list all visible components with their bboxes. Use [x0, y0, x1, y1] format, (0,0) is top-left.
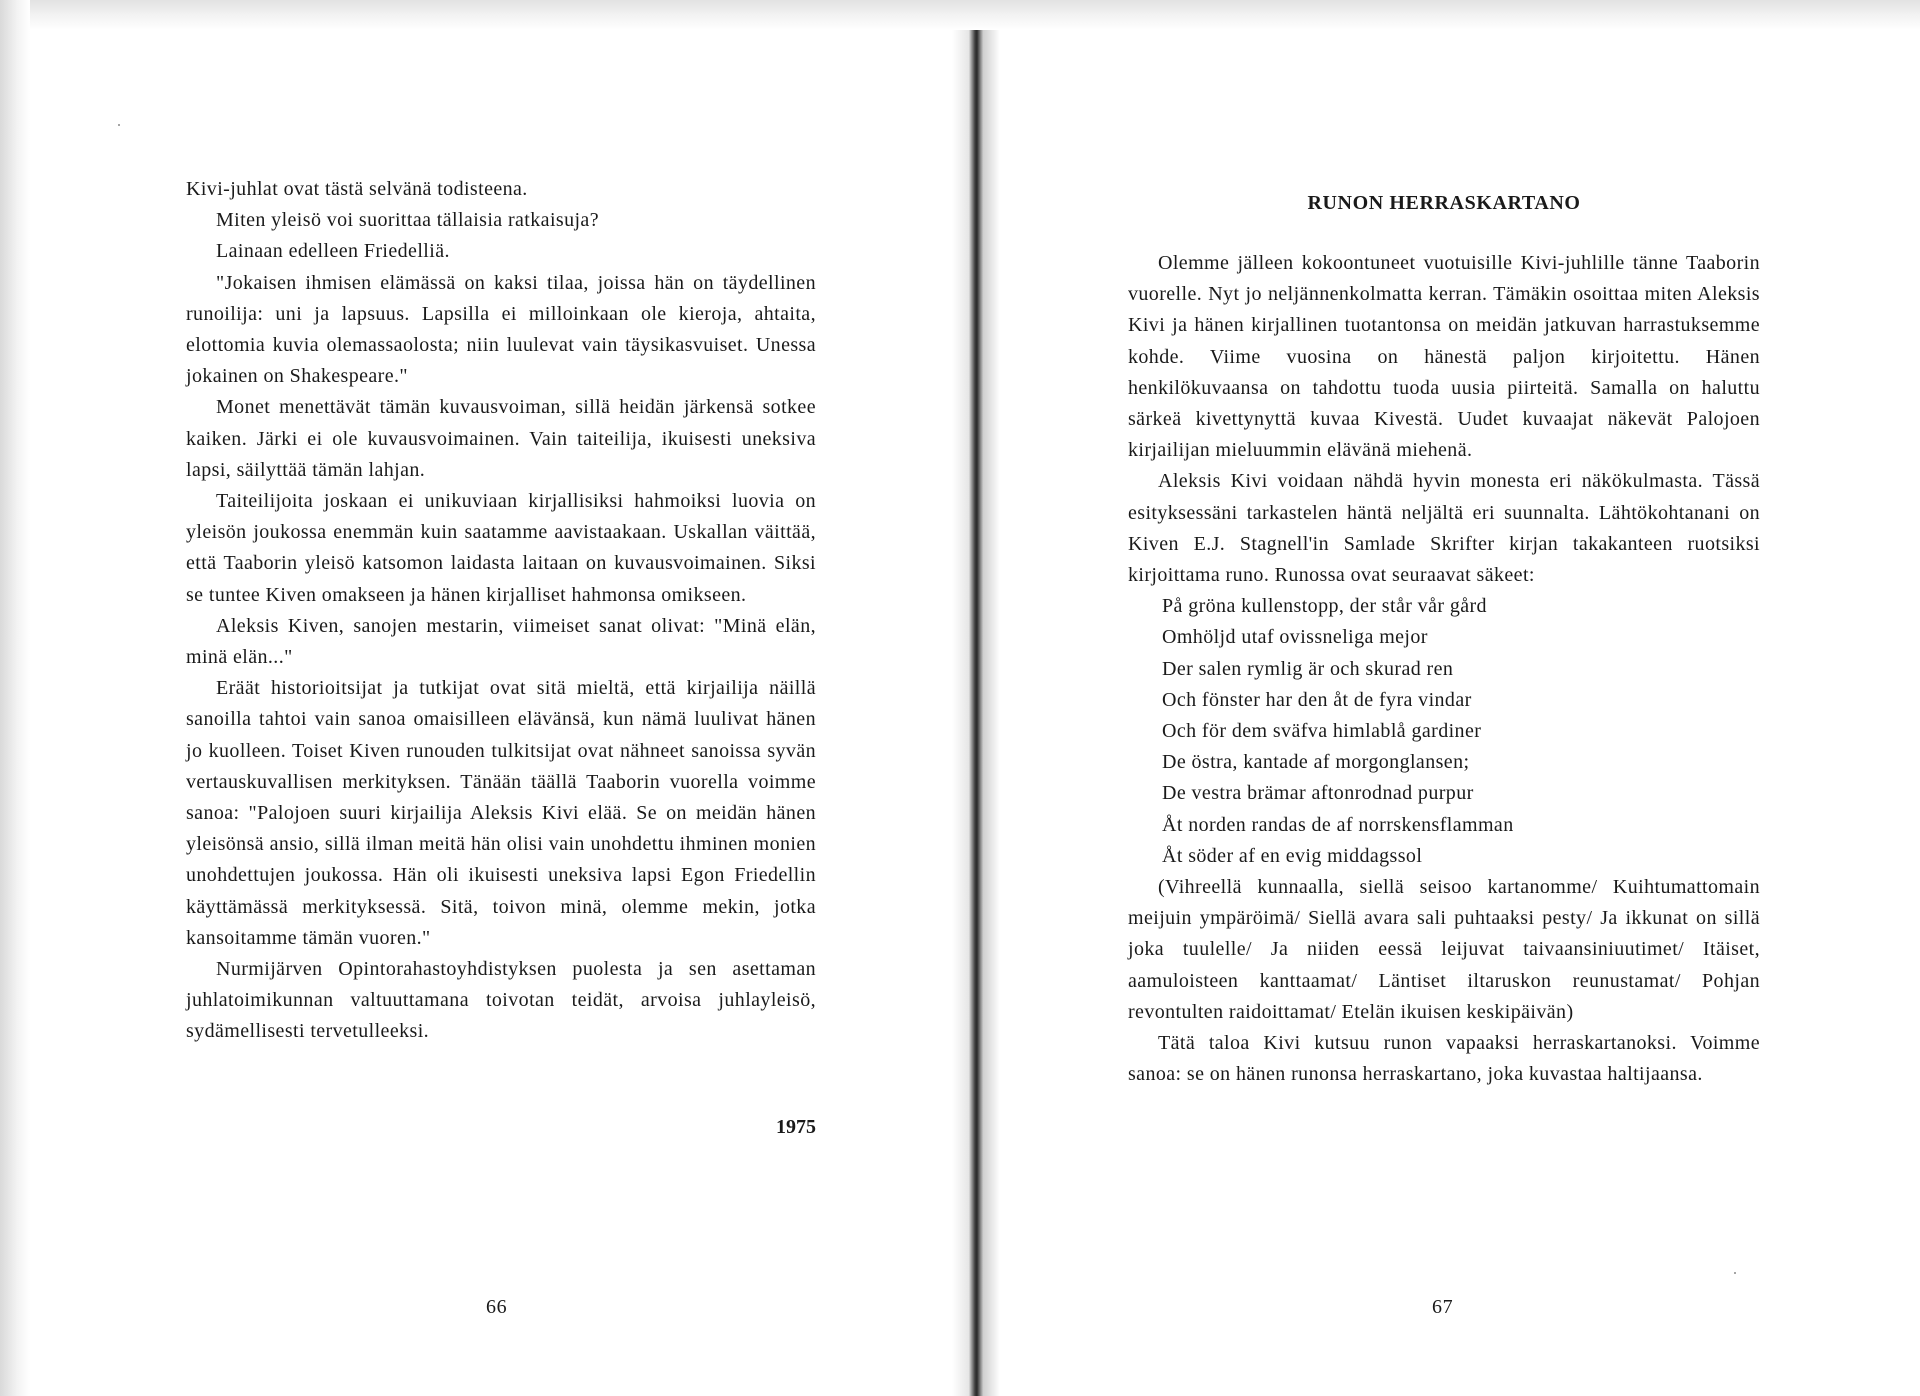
paragraph: Aleksis Kivi voidaan nähdä hyvin monesta eri näkökulmasta. Tässä esityksessäni tarkastelen häntä neljältä eri suunnalta. Lähtökohtanani on Kiven E.J. Stagnell'in Samlade Skrifter kirjan takakanteen ruotsiksi kirjoittama runo. Runossa ovat seuraavat säkeet:: [1128, 470, 1760, 587]
paragraph: Olemme jälleen kokoontuneet vuotuisille Kivi-juhlille tänne Taaborin vuorelle. Nyt jo neljännenkolmatta kerran. Tämäkin osoittaa miten Aleksis Kivi ja hänen kirjallinen tuotantonsa on meidän jatkuvan harrastuksemme kohde. Viime vuosina on hänestä paljon kirjoitettu. Hänen henkilökuvaansa on tahdottu tuoda uusia piirteitä. Samalla on haluttu särkeä kivettynyttä kuvaa Kivestä. Uudet kuvaajat näkevät Palojoen kirjailijan mieluummin elävänä miehenä.: [1128, 252, 1760, 462]
page-number: 66: [486, 1296, 508, 1318]
paragraph: Aleksis Kiven, sanojen mestarin, viimeiset sanat olivat: "Minä elän, minä elän...": [186, 614, 816, 669]
paragraph: Eräät historioitsijat ja tutkijat ovat sitä mieltä, että kirjailija näillä sanoilla tahtoi vain sanoa omaisilleen elävänsä, kun nämä luulivat hänen jo kuolleen. Toiset Kiven runouden tulkitsijat ovat nähneet sanoissa syvän vertauskuvallisen merkityksen. Tänään täällä Taaborin vuorella voimme sanoa: "Palojoen suuri kirjailija Aleksis Kivi elää. Se on meidän hänen yleisönsä ansio, sillä ilman meitä hän olisi vain unohdettu ihminen monien unohdettujen joukossa. Hän oli ikuisesti uneksiva lapsi Egon Friedellin käyttämässä merkityksessä. Sitä, toivon minä, olemme mekin, jotka kansoitamme tämän vuoren.": [186, 677, 816, 949]
paragraph: Monet menettävät tämän kuvausvoiman, sillä heidän järkensä sotkee kaiken. Järki ei ole kuvausvoimainen. Vain taiteilija, ikuisesti uneksiva lapsi, säilyttää tämän lahjan.: [186, 396, 816, 481]
paragraph: Kivi-juhlat ovat tästä selvänä todisteena.: [186, 178, 528, 200]
left-page-text: [186, 174, 816, 1048]
poem-line: De vestra brämar aftonrodnad purpur: [1162, 782, 1474, 805]
right-page: [1000, 0, 1920, 1396]
paragraph: Tätä taloa Kivi kutsuu runon vapaaksi herraskartanoksi. Voimme sanoa: se on hänen runonsa herraskartano, joka kuvastaa haltijaansa.: [1128, 1032, 1760, 1086]
poem-line: Och för dem sväfva himlablå gardiner: [1162, 720, 1482, 743]
page-number: 67: [1432, 1296, 1454, 1318]
poem-line: Och fönster har den åt de fyra vindar: [1162, 688, 1472, 711]
right-page-text: [1128, 248, 1760, 1090]
translation-paragraph: (Vihreellä kunnaalla, siellä seisoo kartanomme/ Kuihtumattomain meijuin ympäröimä/ Siellä avara sali puhtaaksi pesty/ Ja ikkunat on sillä joka tuulelle/ Ja niiden eessä leijuvat taivaansiniuutimet/ Itäiset, aamuloisteen kanttaamat/ Läntiset iltaruskon reunustamat/ Pohjan revontulten raidoittamat/ Etelän ikuisen keskipäivän): [1128, 876, 1760, 1023]
paragraph: Lainaan edelleen Friedelliä.: [216, 240, 450, 263]
poem-line: Åt söder af en evig middagssol: [1162, 844, 1423, 867]
poem-line: Åt norden randas de af norrskensflamman: [1162, 813, 1514, 836]
poem-line: På gröna kullenstopp, der står vår gård: [1162, 595, 1487, 618]
chapter-title: RUNON HERRASKARTANO: [1307, 192, 1581, 214]
paragraph: Taiteilijoita joskaan ei unikuviaan kirjallisiksi hahmoiksi luovia on yleisön joukossa enemmän kuin saatamme aavistaakaan. Uskallan väittää, että Taaborin yleisö katsomon laidasta laitaan on kuvausvoimainen. Siksi se tuntee Kiven omakseen ja hänen kirjalliset hahmonsa omikseen.: [186, 490, 816, 606]
poem-line: Omhöljd utaf ovissneliga mejor: [1162, 626, 1428, 649]
year-label: 1975: [776, 1116, 816, 1138]
book-gutter: [952, 30, 1000, 1396]
scan-speck: [118, 124, 120, 126]
poem-line: De östra, kantade af morgonglansen;: [1162, 751, 1470, 774]
left-page: [30, 0, 952, 1396]
paragraph: Nurmijärven Opintorahastoyhdistyksen puolesta ja sen asettaman juhlatoimikunnan valtuuttamana toivotan teidät, arvoisa juhlayleisö, sydämellisesti tervetulleeksi.: [186, 958, 816, 1043]
poem-line: Der salen rymlig är och skurad ren: [1162, 657, 1454, 680]
scan-left-edge: [0, 0, 30, 1396]
paragraph: "Jokaisen ihmisen elämässä on kaksi tilaa, joissa hän on täydellinen runoilija: uni ja lapsuus. Lapsilla ei milloinkaan ole kieroja, ahtaita, elottomia kuvia olemassaolosta; niin luulevat vain täysikasvuiset. Unessa jokainen on Shakespeare.": [186, 271, 816, 388]
poem-quote: [1128, 591, 1760, 872]
paragraph: Miten yleisö voi suorittaa tällaisia ratkaisuja?: [216, 209, 599, 232]
scan-speck: [1734, 1272, 1736, 1274]
